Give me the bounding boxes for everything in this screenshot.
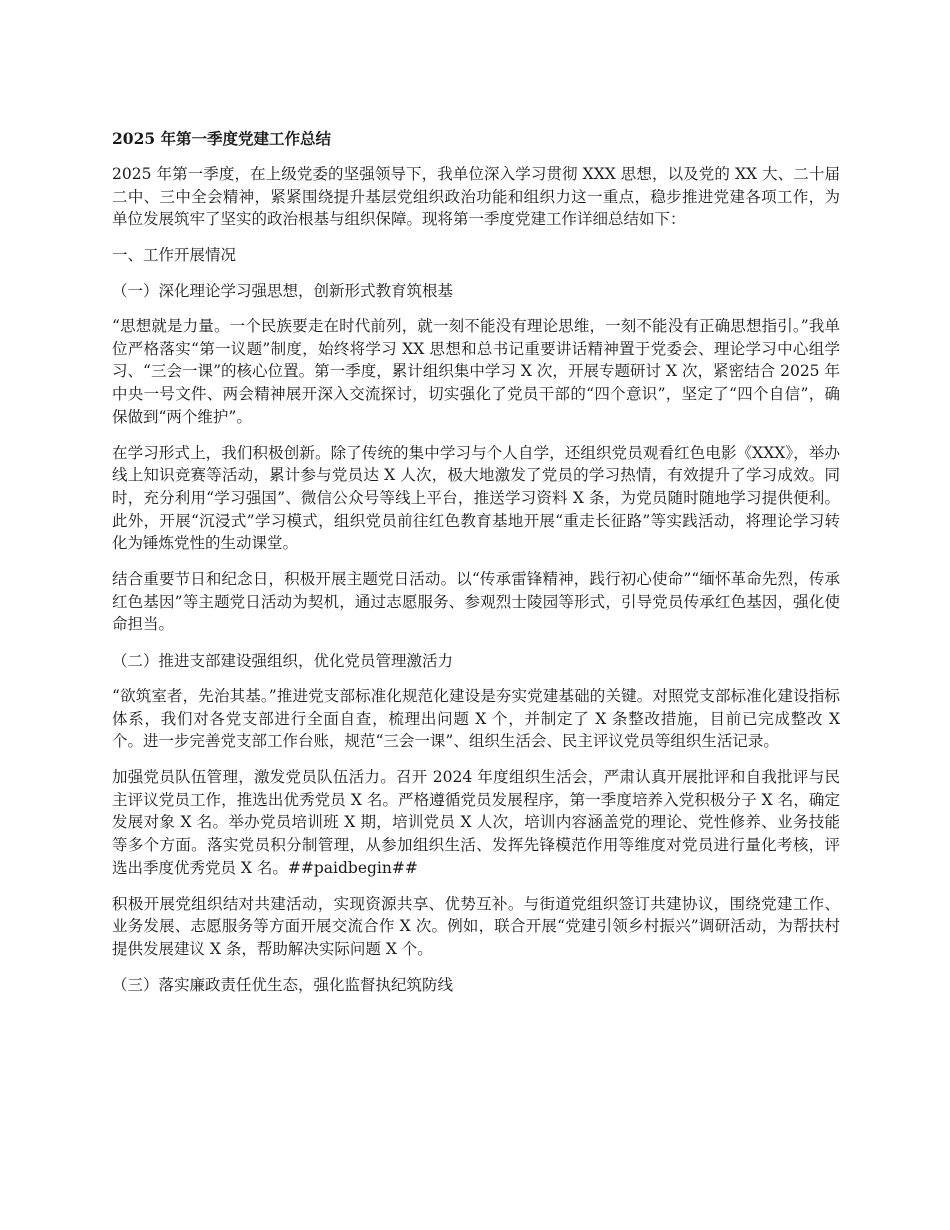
subsection-1-heading: （一）深化理论学习强思想，创新形式教育筑根基 bbox=[112, 281, 454, 300]
document-page bbox=[112, 128, 840, 1010]
subsection-2-paragraph-3: 积极开展党组织结对共建活动，实现资源共享、优势互补。与街道党组织签订共建协议，围绕党建工作、业务发展、志愿服务等方面开展交流合作 X 次。例如，联合开展“党建引领乡村振兴”调研活动，为帮扶村提供发展建议 X 条，帮助解决实际问题 X 个。 bbox=[112, 894, 840, 958]
subsection-3-heading: （三）落实廉政责任优生态，强化监督执纪筑防线 bbox=[112, 976, 454, 995]
subsection-2-paragraph-1: “欲筑室者，先治其基。”推进党支部标准化规范化建设是夯实党建基础的关键。对照党支部标准化建设指标体系，我们对各党支部进行全面自查，梳理出问题 X 个，并制定了 X 条整改措施，目前已完成整改 X 个。进一步完善党支部工作台账，规范“三会一课”、组织生活会、民主评议党员等组织生活记录。 bbox=[112, 687, 840, 751]
subsection-1-paragraph-1: “思想就是力量。一个民族要走在时代前列，就一刻不能没有理论思维，一刻不能没有正确思想指引。”我单位严格落实“第一议题”制度，始终将学习 XX 思想和总书记重要讲话精神置于党委会、理论学习中心组学习、“三会一课”的核心位置。第一季度，累计组织集中学习 X 次，开展专题研讨 X 次，紧密结合 2025 年中央一号文件、两会精神展开深入交流探讨，切实强化了党员干部的“四个意识”，坚定了“四个自信”，确保做到“两个维护”。 bbox=[112, 317, 840, 426]
intro-paragraph: 2025 年第一季度，在上级党委的坚强领导下，我单位深入学习贯彻 XXX 思想，以及党的 XX 大、二十届二中、三中全会精神，紧紧围绕提升基层党组织政治功能和组织力这一重点，稳步推进党建各项工作，为单位发展筑牢了坚实的政治根基与组织保障。现将第一季度党建工作详细总结如下： bbox=[112, 165, 840, 229]
subsection-2-paragraph-2: 加强党员队伍管理，激发党员队伍活力。召开 2024 年度组织生活会，严肃认真开展批评和自我批评与民主评议党员工作，推选出优秀党员 X 名。严格遵循党员发展程序，第一季度培养入党积极分子 X 名，确定发展对象 X 名。举办党员培训班 X 期，培训党员 X 人次，培训内容涵盖党的理论、党性修养、业务技能等多个方面。落实党员积分制管理，从参加组织生活、发挥先锋模范作用等维度对党员进行量化考核，评选出季度优秀党员 X 名。##paidbegin## bbox=[112, 768, 840, 877]
document-title: 2025 年第一季度党建工作总结 bbox=[112, 129, 332, 148]
section-1-heading: 一、工作开展情况 bbox=[112, 246, 237, 265]
subsection-1-paragraph-3: 结合重要节日和纪念日，积极开展主题党日活动。以“传承雷锋精神，践行初心使命”“缅怀革命先烈，传承红色基因”等主题党日活动为契机，通过志愿服务、参观烈士陵园等形式，引导党员传承红色基因，强化使命担当。 bbox=[112, 570, 840, 634]
subsection-2-heading: （二）推进支部建设强组织，优化党员管理激活力 bbox=[112, 651, 454, 670]
subsection-1-paragraph-2: 在学习形式上，我们积极创新。除了传统的集中学习与个人自学，还组织党员观看红色电影《XXX》，举办线上知识竞赛等活动，累计参与党员达 X 人次，极大地激发了党员的学习热情，有效提升了学习成效。同时，充分利用“学习强国”、微信公众号等线上平台，推送学习资料 X 条，为党员随时随地学习提供便利。此外，开展“沉浸式”学习模式，组织党员前往红色教育基地开展“重走长征路”等实践活动，将理论学习转化为锤炼党性的生动课堂。 bbox=[112, 443, 840, 553]
